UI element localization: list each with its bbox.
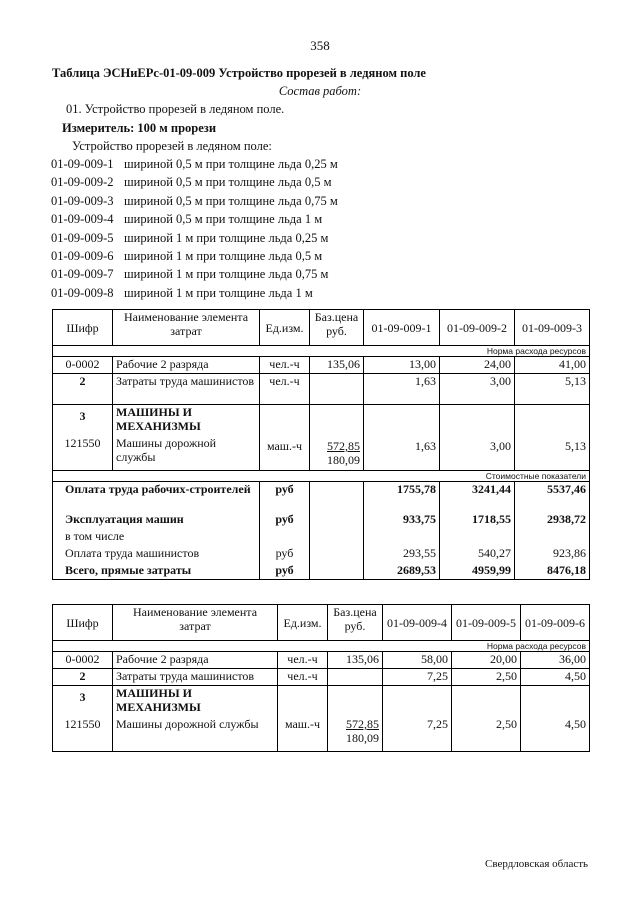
cost-value [364, 529, 440, 546]
variant-text: шириной 1 м при толщине льда 0,75 м [124, 267, 329, 282]
header-code: Шифр [53, 310, 113, 346]
cell-name: Затраты труда машинистов [113, 374, 260, 405]
table-row [53, 652, 590, 669]
norm-label: Норма расхода ресурсов [53, 346, 590, 357]
cell-value: 3,00 [440, 405, 515, 471]
variant-code: 01-09-009-4 [51, 212, 114, 227]
section-row [53, 641, 590, 652]
machine-wage-price: 180,09 [327, 453, 360, 467]
table-row [53, 482, 590, 512]
cost-value [515, 529, 590, 546]
machine-name: Машины дорожной службы [116, 436, 217, 464]
cost-value: 293,55 [364, 546, 440, 563]
header-price: Баз.цена руб. [328, 605, 383, 641]
cell-value: 58,00 [383, 652, 452, 669]
cost-value: 923,86 [515, 546, 590, 563]
cost-empty [310, 529, 364, 546]
machine-code: 121550 [64, 717, 101, 731]
variant-code: 01-09-009-3 [51, 193, 114, 208]
cost-empty [310, 546, 364, 563]
cost-name: Оплата труда рабочих-строителей [53, 482, 260, 512]
list-item [51, 231, 338, 249]
variant-code: 01-09-009-2 [51, 175, 114, 190]
table-row [53, 529, 590, 546]
variant-code: 01-09-009-1 [51, 157, 114, 171]
cell-price [310, 374, 364, 405]
cell-value: 36,00 [521, 652, 590, 669]
variant-code: 01-09-009-7 [51, 267, 114, 282]
variant-text: шириной 1 м при толщине льда 1 м [124, 285, 313, 300]
work-operation: 01. Устройство прорезей в ледяном поле. [66, 102, 285, 116]
header-col-2: 01-09-009-2 [440, 310, 515, 346]
list-item [51, 249, 338, 267]
cell-code: 2 [53, 669, 113, 686]
group-code: 3 [79, 690, 86, 704]
cell-unit: маш.-ч [278, 686, 328, 752]
cost-value: 1755,78 [364, 482, 440, 512]
cell-name [113, 405, 260, 471]
cell-price: 135,06 [328, 652, 383, 669]
machine-code: 121550 [64, 436, 101, 450]
group-name: МАШИНЫ И МЕХАНИЗМЫ [116, 405, 201, 433]
cell-code [53, 405, 113, 471]
footer-region: Свердловская область [485, 858, 589, 870]
header-col-4: 01-09-009-4 [383, 605, 452, 641]
cell-value: 20,00 [452, 652, 521, 669]
table-title: Таблица ЭСНиЕРс-01-09-009 Устройство прорезей в ледяном поле [52, 66, 426, 80]
resource-table-1 [52, 309, 590, 580]
cost-value: 8476,18 [515, 563, 590, 580]
cost-name: в том числе [53, 529, 260, 546]
header-unit: Ед.изм. [278, 605, 328, 641]
cell-value: 13,00 [364, 357, 440, 374]
cell-value: 4,50 [521, 669, 590, 686]
variant-code: 01-09-009-5 [51, 230, 114, 245]
header-code: Шифр [53, 605, 113, 641]
cell-code: 0-0002 [53, 652, 113, 669]
table-row [53, 546, 590, 563]
section-row [53, 346, 590, 357]
cost-unit [260, 529, 310, 546]
cost-label: Стоимостные показатели [53, 471, 590, 482]
cost-empty [310, 563, 364, 580]
group-name: МАШИНЫ И МЕХАНИЗМЫ [116, 686, 201, 714]
table-row [53, 512, 590, 529]
cell-unit: чел.-ч [260, 374, 310, 405]
list-item [51, 157, 338, 175]
variant-text: шириной 0,5 м при толщине льда 0,5 м [124, 175, 332, 190]
cost-unit: руб [260, 512, 310, 529]
cell-value: 3,00 [440, 374, 515, 405]
variant-text: шириной 0,5 м при толщине льда 0,25 м [124, 157, 338, 171]
table-row [53, 686, 590, 752]
table-header-row [53, 310, 590, 346]
list-item [51, 286, 338, 304]
cell-code: 2 [53, 374, 113, 405]
header-price: Баз.цена руб. [310, 310, 364, 346]
list-item [51, 175, 338, 193]
cost-value: 5537,46 [515, 482, 590, 512]
cell-value: 5,13 [515, 405, 590, 471]
variant-text: шириной 0,5 м при толщине льда 0,75 м [124, 193, 338, 208]
cell-name [113, 686, 278, 752]
cell-price: 135,06 [310, 357, 364, 374]
cost-value: 2689,53 [364, 563, 440, 580]
cell-value: 1,63 [364, 405, 440, 471]
cost-unit: руб [260, 563, 310, 580]
header-col-1: 01-09-009-1 [364, 310, 440, 346]
cell-value: 2,50 [452, 669, 521, 686]
header-col-3: 01-09-009-3 [515, 310, 590, 346]
norm-label: Норма расхода ресурсов [53, 641, 590, 652]
cell-unit: чел.-ч [260, 357, 310, 374]
variant-code: 01-09-009-6 [51, 248, 114, 263]
cost-unit: руб [260, 546, 310, 563]
cell-price [310, 405, 364, 471]
cost-empty [310, 512, 364, 529]
cell-price [328, 686, 383, 752]
cell-value: 7,25 [383, 669, 452, 686]
cost-value [440, 529, 515, 546]
cell-name: Рабочие 2 разряда [113, 652, 278, 669]
table-header-row [53, 605, 590, 641]
cell-value: 5,13 [515, 374, 590, 405]
table-row [53, 357, 590, 374]
variant-text: шириной 1 м при толщине льда 0,5 м [124, 248, 323, 263]
cell-name: Рабочие 2 разряда [113, 357, 260, 374]
resource-table-2 [52, 604, 590, 752]
cell-unit: чел.-ч [278, 652, 328, 669]
header-col-5: 01-09-009-5 [452, 605, 521, 641]
section-row [53, 471, 590, 482]
cell-value: 2,50 [452, 686, 521, 752]
cell-value: 1,63 [364, 374, 440, 405]
cost-empty [310, 482, 364, 512]
machine-name: Машины дорожной службы [116, 717, 259, 731]
header-col-6: 01-09-009-6 [521, 605, 590, 641]
cost-value: 2938,72 [515, 512, 590, 529]
variant-code: 01-09-009-8 [51, 285, 114, 300]
cost-unit: руб [260, 482, 310, 512]
list-item [51, 267, 338, 285]
table-row [53, 374, 590, 405]
group-code: 3 [79, 409, 86, 423]
cell-code [53, 686, 113, 752]
cell-value: 24,00 [440, 357, 515, 374]
table-row [53, 405, 590, 471]
page-number: 358 [310, 38, 330, 53]
cell-value: 41,00 [515, 357, 590, 374]
variants-intro: Устройство прорезей в ледяном поле: [72, 139, 272, 153]
cell-name: Затраты труда машинистов [113, 669, 278, 686]
table-row [53, 669, 590, 686]
cost-value: 540,27 [440, 546, 515, 563]
machine-price: 572,85 [346, 717, 379, 731]
list-item [51, 194, 338, 212]
header-unit: Ед.изм. [260, 310, 310, 346]
composition-heading: Состав работ: [278, 84, 362, 98]
table-row [53, 563, 590, 580]
variant-list [51, 157, 338, 304]
cell-code: 0-0002 [53, 357, 113, 374]
cost-name: Всего, прямые затраты [53, 563, 260, 580]
measure-unit: Измеритель: 100 м прорези [62, 121, 217, 135]
machine-wage-price: 180,09 [346, 731, 379, 745]
cost-value: 3241,44 [440, 482, 515, 512]
cell-value: 4,50 [521, 686, 590, 752]
cost-value: 933,75 [364, 512, 440, 529]
cost-value: 1718,55 [440, 512, 515, 529]
cost-name: Эксплуатация машин [53, 512, 260, 529]
variant-text: шириной 0,5 м при толщине льда 1 м [124, 212, 323, 227]
cell-price [328, 669, 383, 686]
cell-unit: чел.-ч [278, 669, 328, 686]
header-name: Наименование элемента затрат [113, 605, 278, 641]
header-name: Наименование элемента затрат [113, 310, 260, 346]
machine-price: 572,85 [327, 439, 360, 453]
cell-value: 7,25 [383, 686, 452, 752]
variant-text: шириной 1 м при толщине льда 0,25 м [124, 230, 329, 245]
cell-unit: маш.-ч [260, 405, 310, 471]
cost-value: 4959,99 [440, 563, 515, 580]
cost-name: Оплата труда машинистов [53, 546, 260, 563]
list-item [51, 212, 338, 230]
